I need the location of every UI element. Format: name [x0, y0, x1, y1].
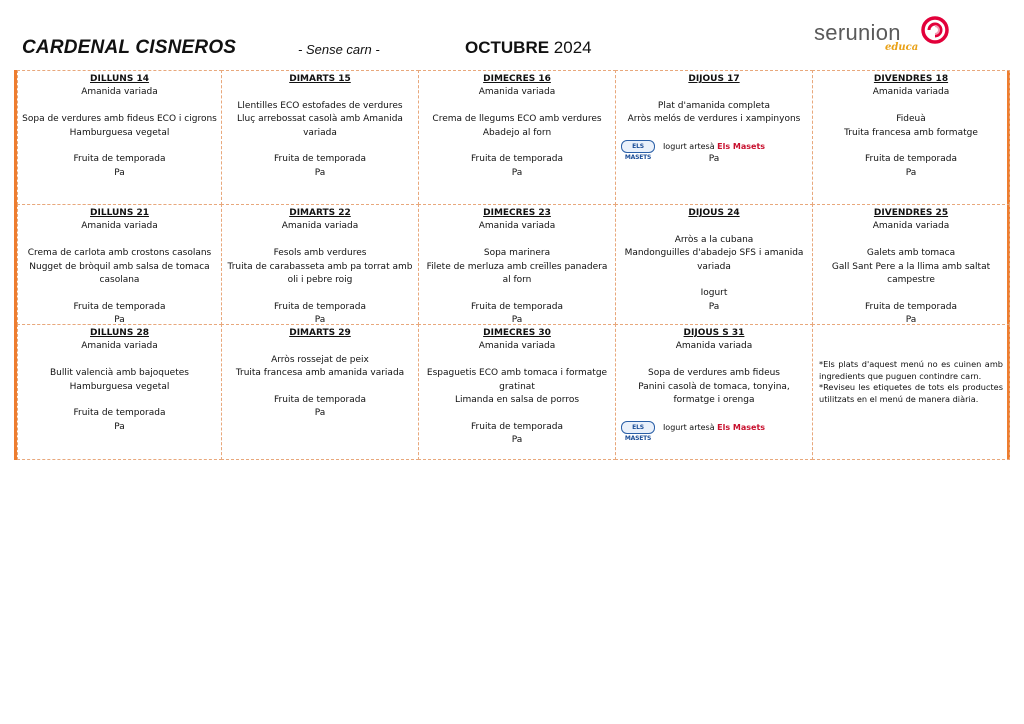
- dish-line: Fruita de temporada: [73, 301, 166, 312]
- dish-line: Lluç arrebossat casolà amb Amanida: [237, 114, 403, 125]
- serunion-logo: [814, 14, 954, 54]
- dish-line: Amanida variada: [478, 341, 556, 352]
- dish-line: Pa: [511, 435, 523, 446]
- month-year: 2024: [553, 38, 592, 57]
- menu-month: [465, 38, 592, 58]
- dish-line: Truita de carabasseta amb pa torrat amb: [227, 261, 413, 272]
- logo-swirl-icon: [921, 16, 949, 44]
- yogurt-line: [616, 421, 812, 442]
- day-cell: [17, 324, 222, 460]
- spacer: [813, 140, 1009, 153]
- day-cell: [812, 70, 1010, 205]
- els-masets-logo-icon: ELS MASETS: [621, 421, 655, 434]
- dish-line: Fruita de temporada: [274, 154, 366, 165]
- menu-note: *Reviseu les etiquetes de tots els productes utilitzats en el menú de manera diària.: [819, 382, 1003, 404]
- spacer: [616, 274, 812, 287]
- dish-line: Sopa de verdures amb fideus ECO i cigrons: [22, 114, 217, 125]
- spacer: [419, 140, 615, 153]
- dish-line: Sopa de verdures amb fideus: [648, 368, 780, 379]
- day-cell: [418, 324, 616, 460]
- dish-line: Truita francesa amb formatge: [844, 127, 978, 138]
- day-heading: DIJOUS S 31: [683, 328, 745, 338]
- dish-line: Arròs melós de verdures i xampinyons: [627, 114, 801, 125]
- day-cell: [221, 70, 419, 205]
- dish-line: Amanida variada: [872, 87, 950, 98]
- dish-line: Limanda en salsa de porros: [454, 395, 580, 406]
- dish-line: Llentilles ECO estofades de verdures: [237, 100, 403, 111]
- day-heading: DIVENDRES 18: [873, 74, 949, 84]
- dish-line: Truita francesa amb amanida variada: [235, 368, 405, 379]
- dish-line: casolana: [99, 275, 140, 286]
- page-header: [0, 0, 1024, 70]
- day-heading: DILLUNS 14: [90, 74, 149, 84]
- els-masets-logo-icon: ELS MASETS: [621, 140, 655, 153]
- spacer: [616, 220, 812, 233]
- dish-line: Fruita de temporada: [73, 408, 166, 419]
- spacer: [222, 234, 418, 247]
- day-cell: [812, 324, 1010, 460]
- dish-line: Gall Sant Pere a la llima amb saltat: [831, 261, 991, 272]
- spacer: [18, 354, 221, 367]
- logo-wordmark: serunion: [814, 20, 901, 45]
- school-name: CARDENAL CISNEROS: [22, 37, 237, 58]
- spacer: [813, 234, 1009, 247]
- dish-line: Arròs rossejat de peix: [271, 354, 369, 365]
- day-heading: DIMECRES 16: [483, 74, 551, 84]
- dish-line: Amanida variada: [81, 87, 158, 98]
- dish-line: Fruita de temporada: [73, 154, 166, 165]
- spacer: [222, 287, 418, 300]
- dish-line: Fruita de temporada: [865, 301, 957, 312]
- spacer: [813, 100, 1009, 113]
- logo-subtitle: educa: [885, 42, 919, 53]
- dish-line: Amanida variada: [872, 221, 950, 232]
- spacer: [18, 394, 221, 407]
- dish-line: Fruita de temporada: [865, 154, 957, 165]
- spacer: [419, 100, 615, 113]
- dish-line: Fideuà: [896, 114, 926, 125]
- dish-line: Fruita de temporada: [274, 301, 366, 312]
- menu-calendar: [14, 70, 1010, 460]
- menu-note: *Els plats d'aquest menú no es cuinen amb ingredients que puguen contindre carn.: [819, 359, 1003, 381]
- day-heading: DIMARTS 22: [289, 208, 351, 218]
- day-cell: [615, 324, 813, 460]
- month-name: OCTUBRE: [465, 38, 550, 57]
- dish-line: Fruita de temporada: [471, 421, 563, 432]
- dish-line: Crema de llegums ECO amb verdures: [432, 114, 602, 125]
- dish-line: Pa: [905, 315, 917, 326]
- dish-line: Hamburguesa vegetal: [69, 127, 170, 138]
- day-heading: DILLUNS 28: [90, 328, 149, 338]
- dish-line: Crema de carlota amb crostons casolans: [27, 248, 212, 259]
- spacer: [18, 100, 221, 113]
- dish-line: Abadejo al forn: [482, 127, 552, 138]
- dish-line: Plat d'amanida completa: [657, 100, 771, 111]
- dish-line: Pa: [511, 167, 523, 178]
- spacer: [616, 354, 812, 367]
- dish-line: Panini casolà de tomaca, tonyina,: [638, 381, 790, 392]
- dish-line: Galets amb tomaca: [866, 248, 956, 259]
- dish-line: Pa: [114, 421, 125, 432]
- spacer: [616, 407, 812, 420]
- spacer: [419, 354, 615, 367]
- spacer: [18, 287, 221, 300]
- dish-line: Filete de merluza amb creïlles panadera: [426, 261, 608, 272]
- spacer: [18, 234, 221, 247]
- dish-line: Hamburguesa vegetal: [69, 381, 170, 392]
- spacer: [813, 287, 1009, 300]
- dish-line: Pa: [314, 408, 326, 419]
- dish-line: Pa: [905, 167, 917, 178]
- spacer: [616, 86, 812, 99]
- dish-line: Amanida variada: [675, 341, 753, 352]
- spacer: [419, 407, 615, 420]
- dish-line: Sopa marinera: [483, 248, 551, 259]
- spacer: [222, 381, 418, 394]
- yogurt-brand: Els Masets: [717, 142, 766, 151]
- dish-line: Pa: [114, 315, 125, 326]
- yogurt-label: Iogurt artesà: [662, 422, 718, 432]
- dish-line: variada: [303, 127, 337, 138]
- dish-line: al forn: [502, 275, 532, 286]
- dish-line: Iogurt: [700, 288, 728, 299]
- dish-line: gratinat: [499, 381, 535, 392]
- day-heading: DIMARTS 15: [289, 74, 351, 84]
- day-heading: DIJOUS 24: [688, 208, 740, 218]
- day-cell: [221, 324, 419, 460]
- spacer: [419, 287, 615, 300]
- day-cell: [615, 204, 813, 325]
- day-cell: [615, 70, 813, 205]
- dish-line: Espaguetis ECO amb tomaca i formatge: [426, 368, 608, 379]
- dish-line: Bullit valencià amb bajoquetes: [50, 368, 189, 379]
- day-heading: DILLUNS 21: [90, 208, 149, 218]
- day-cell: [418, 204, 616, 325]
- dish-line: campestre: [887, 275, 935, 286]
- dish-line: Fruita de temporada: [274, 395, 366, 405]
- day-cell: [17, 70, 222, 205]
- dish-line: variada: [697, 261, 731, 272]
- diet-label: - Sense carn -: [298, 42, 380, 57]
- spacer: [419, 234, 615, 247]
- day-heading: DIMECRES 23: [483, 208, 551, 218]
- dish-line: Amanida variada: [81, 341, 158, 352]
- dish-line: Pa: [314, 167, 326, 178]
- day-heading: DIMARTS 29: [289, 328, 351, 338]
- dish-line: Pa: [511, 315, 523, 326]
- day-heading: DIJOUS 17: [688, 74, 740, 84]
- dish-line: Amanida variada: [478, 221, 556, 232]
- spacer: [616, 127, 812, 140]
- spacer: [222, 86, 418, 99]
- dish-line: Pa: [114, 167, 125, 178]
- dish-line: Fruita de temporada: [471, 154, 563, 165]
- day-heading: DIVENDRES 25: [873, 208, 949, 218]
- dish-line: Fesols amb verdures: [273, 248, 367, 259]
- dish-line: Fruita de temporada: [471, 301, 563, 312]
- dish-line: Amanida variada: [281, 221, 359, 232]
- day-heading: DIMECRES 30: [483, 328, 551, 338]
- dish-line: formatge i orenga: [673, 395, 755, 406]
- dish-line: oli i pebre roig: [287, 275, 353, 286]
- spacer: [18, 140, 221, 153]
- spacer: [222, 140, 418, 153]
- yogurt-brand: Els Masets: [717, 422, 766, 432]
- dish-line: Pa: [708, 301, 720, 312]
- dish-line: Pa: [314, 315, 326, 326]
- dish-line: Amanida variada: [81, 221, 158, 232]
- day-cell: [17, 204, 222, 325]
- dish-line: Nugget de bròquil amb salsa de tomaca: [29, 261, 210, 272]
- day-cell: [812, 204, 1010, 325]
- day-cell: [418, 70, 616, 205]
- dish-line: Mandonguilles d'abadejo SFS i amanida: [624, 248, 804, 259]
- dish-line: Pa: [708, 154, 720, 165]
- dish-line: Arròs a la cubana: [674, 234, 754, 245]
- spacer: [222, 340, 418, 353]
- yogurt-label: Iogurt artesà: [662, 142, 718, 151]
- day-cell: [221, 204, 419, 325]
- dish-line: Amanida variada: [478, 87, 556, 98]
